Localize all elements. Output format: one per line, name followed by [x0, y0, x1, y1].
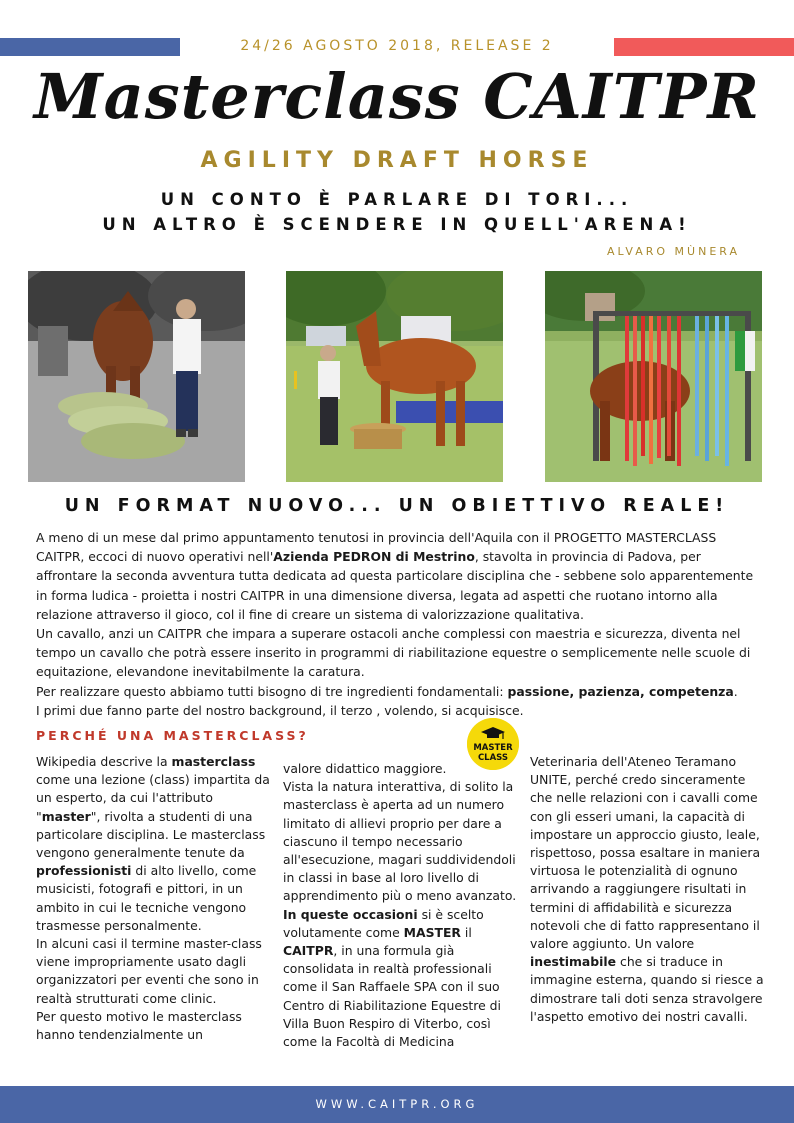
col3-text-1: Veterinaria dell'Ateneo Teramano UNITE, perché credo sinceramente che nelle relazioni con i cavalli come con gli esseri umani, la capacità di impostare un approccio giusto, leale, rispettoso, possa esaltare in maniera virtuosa le potenzialità di ognuno arrivando a raggiungere risultati in termini di affidabilità e sicurezza notevoli che di fatto rappresentano il valore aggiunto. Un valore [530, 754, 761, 952]
col2-bold-1: In queste occasioni [283, 906, 418, 922]
intro-paragraph-3 [36, 682, 766, 701]
col1-text-2: come una lezione (class) impartita da un esperto, da cui l'attributo " [36, 772, 270, 824]
col2-text-5: , in una formula già consolidata in realtà professionali come il San Raffaele SPA con il suo Centro di Riabilitazione Equestre di Villa Buon Respiro di Viterbo, così come la Facoltà di Medicina [283, 943, 501, 1050]
intro-p3-text-b: . [733, 683, 738, 699]
col2-text-3: si è scelto volutamente come [283, 906, 484, 940]
quote-line-1: UN CONTO È PARLARE DI TORI... [160, 190, 634, 209]
intro-text [36, 528, 766, 720]
quote-line-2: UN ALTRO È SCENDERE IN QUELL'ARENA! [102, 215, 692, 234]
col1-bold-1: masterclass [171, 754, 256, 769]
event-date-release: 24/26 AGOSTO 2018, RELEASE 2 [240, 38, 554, 54]
intro-paragraph-2: Un cavallo, anzi un CAITPR che impara a superare ostacoli anche complessi con maestria e sicurezza, diventa nel tempo un cavallo che potrà essere inserito in programmi di riabilitazione equestre o semplicemente nelle scuole di equitazione, elevandone inevitabilmente la caratura. [36, 626, 751, 680]
text-column-3 [530, 753, 766, 1026]
text-column-1 [36, 753, 274, 1044]
intro-paragraph-4: I primi due fanno parte del nostro background, il terzo , volendo, si acquisisce. [36, 702, 524, 718]
col2-text-4: il [460, 924, 472, 940]
intro-p1-text-a: A meno di un mese dal primo appuntamento tenutosi in provincia dell'Aquila con il PROGETTO MASTERCLASS CAITPR, eccoci di nuovo operativi nell' [36, 530, 717, 565]
photo-horse-ribbon-curtain [545, 271, 762, 482]
quote-author: ALVARO MÙNERA [606, 245, 740, 258]
col2-paragraph-2: Vista la natura interattiva, di solito la masterclass è aperta ad un numero limitato di allievi proprio per dare a ciascuno il tempo necessario all'esecuzione, magari suddividendoli in classi in base al loro livello di apprendimento più o meno avanzato. [283, 779, 517, 904]
col3-text-2: che si traduce in immagine esterna, quando si riesce a dimostrare tali doti senza stravolgere l'aspetto emotivo dei nostri cavalli. [530, 954, 764, 1024]
col1-bold-2: master [41, 808, 91, 824]
col3-bold-1: inestimabile [530, 954, 617, 970]
intro-p3-bold: passione, pazienza, competenza [507, 683, 734, 699]
why-masterclass-heading: PERCHÉ UNA MASTERCLASS? [36, 728, 309, 743]
footer-website-link[interactable]: WWW.CAITPR.ORG [315, 1097, 479, 1111]
intro-p1-bold: Azienda PEDRON di Mestrino [273, 549, 475, 565]
col2-bold-2: MASTER [403, 924, 461, 940]
top-right-color-bar [614, 38, 794, 56]
page-subtitle: AGILITY DRAFT HORSE [200, 148, 594, 173]
col1-text-1: Wikipedia descrive la [36, 754, 172, 769]
col2-paragraph-1: valore didattico maggiore. [283, 761, 447, 776]
page-title: Masterclass CAITPR [33, 60, 761, 133]
footer-bar [0, 1086, 794, 1123]
col1-text-3: ", rivolta a studenti di una particolare disciplina. Le masterclass vengono generalmente tenute da [36, 808, 266, 861]
photo-horse-on-tires [28, 271, 245, 482]
top-left-color-bar [0, 38, 180, 56]
col2-paragraph-3 [283, 906, 523, 1052]
col1-paragraph-3: Per questo motivo le masterclass hanno tendenzialmente un [36, 1008, 242, 1043]
col1-paragraph-2: In alcuni casi il termine master-class viene impropriamente usato dagli organizzatori per eventi che sono in realtà strutturati come clinic. [36, 936, 262, 1006]
col3-paragraph-1 [530, 753, 766, 1026]
section-heading: UN FORMAT NUOVO... UN OBIETTIVO REALE! [64, 496, 730, 516]
text-column-2 [283, 760, 523, 1051]
col2-bold-3: CAITPR [283, 943, 334, 959]
intro-paragraph-1 [36, 528, 766, 624]
col1-paragraph-1 [36, 753, 274, 935]
intro-p1-text-b: , stavolta in provincia di Padova, per affrontare la seconda avventura tutta dedicata ad questa particolare disciplina che - sebbene solo apparentemente in forma ludica - proietta i nostri CAITPR in una dimensione diversa, legata ad aspetti che ruotano intorno alla relazione attraverso il gioco, col il fine di creare un sistema di valorizzazione qualitativa. [36, 549, 754, 622]
col1-text-4: di alto livello, come musicisti, fotografi e pittori, in un ambito in cui le tecniche vengono trasmesse personalmente. [36, 863, 257, 933]
badge-line-2: CLASS [477, 753, 509, 763]
col1-bold-3: professionisti [36, 863, 132, 879]
intro-p3-text-a: Per realizzare questo abbiamo tutti bisogno di tre ingredienti fondamentali: [36, 683, 508, 699]
photo-horse-on-platform [286, 271, 503, 482]
badge-line-1: MASTER [473, 743, 513, 753]
